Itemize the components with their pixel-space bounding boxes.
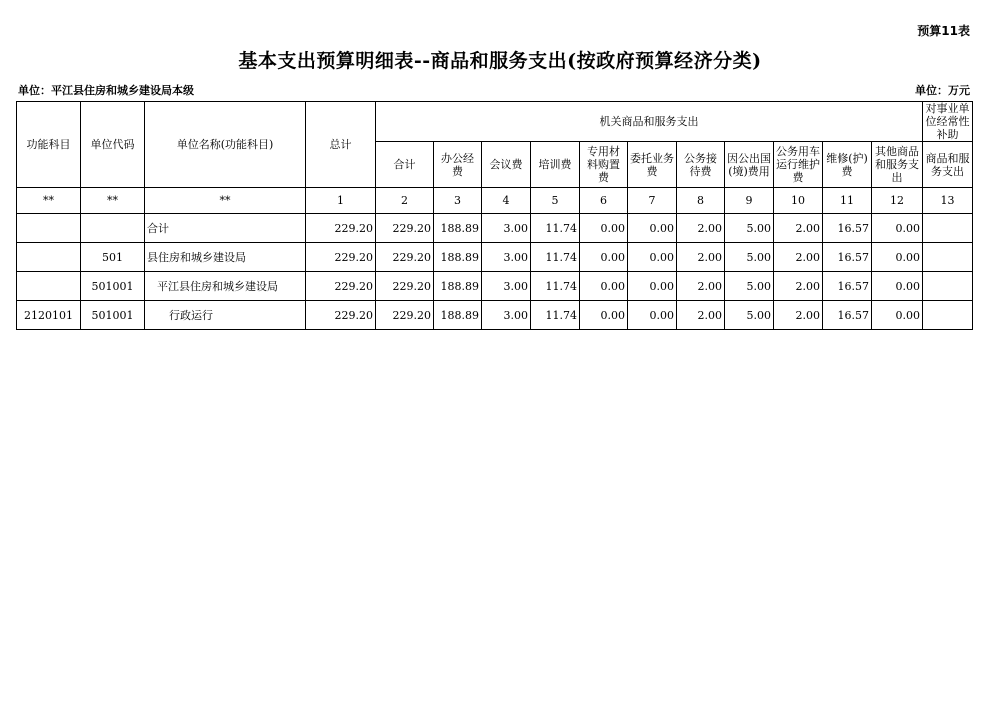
value-cell: 0.00 bbox=[628, 301, 677, 330]
value-cell: 188.89 bbox=[434, 243, 482, 272]
value-cell: 11.74 bbox=[531, 272, 580, 301]
value-cell: 0.00 bbox=[872, 243, 923, 272]
value-cell: 188.89 bbox=[434, 214, 482, 243]
unit-code-cell bbox=[81, 214, 145, 243]
total-cell: 229.20 bbox=[306, 301, 376, 330]
header-reception: 公务接待费 bbox=[677, 142, 725, 188]
header-subsidy: 对事业单位经常性补助 bbox=[923, 102, 973, 142]
value-cell bbox=[923, 243, 973, 272]
header-unit-code: 单位代码 bbox=[81, 102, 145, 188]
unit-label: 单位：平江县住房和城乡建设局本级 bbox=[18, 84, 194, 97]
index-cell: 12 bbox=[872, 188, 923, 214]
header-office: 办公经费 bbox=[434, 142, 482, 188]
index-cell: ** bbox=[17, 188, 81, 214]
header-org-goods-services: 机关商品和服务支出 bbox=[376, 102, 923, 142]
value-cell: 3.00 bbox=[482, 243, 531, 272]
index-cell: 8 bbox=[677, 188, 725, 214]
index-row bbox=[17, 188, 973, 214]
table-row bbox=[17, 243, 973, 272]
value-cell: 11.74 bbox=[531, 301, 580, 330]
value-cell: 229.20 bbox=[376, 243, 434, 272]
index-cell: 9 bbox=[725, 188, 774, 214]
page-title: 基本支出预算明细表--商品和服务支出(按政府预算经济分类) bbox=[238, 50, 762, 72]
func-code-cell: 2120101 bbox=[17, 301, 81, 330]
value-cell: 0.00 bbox=[872, 272, 923, 301]
value-cell: 229.20 bbox=[376, 214, 434, 243]
table-row bbox=[17, 272, 973, 301]
value-cell: 16.57 bbox=[823, 243, 872, 272]
unit-code-cell: 501 bbox=[81, 243, 145, 272]
index-cell: ** bbox=[81, 188, 145, 214]
value-cell: 3.00 bbox=[482, 272, 531, 301]
value-cell: 2.00 bbox=[677, 272, 725, 301]
unit-code-cell: 501001 bbox=[81, 272, 145, 301]
header-maintenance: 维修(护)费 bbox=[823, 142, 872, 188]
index-cell: ** bbox=[145, 188, 306, 214]
index-cell: 5 bbox=[531, 188, 580, 214]
value-cell: 2.00 bbox=[774, 301, 823, 330]
value-cell: 16.57 bbox=[823, 214, 872, 243]
value-cell bbox=[923, 272, 973, 301]
value-cell: 5.00 bbox=[725, 272, 774, 301]
value-cell: 2.00 bbox=[677, 243, 725, 272]
func-code-cell bbox=[17, 272, 81, 301]
value-cell: 0.00 bbox=[580, 243, 628, 272]
header-func-code: 功能科目 bbox=[17, 102, 81, 188]
header-sub-total: 合计 bbox=[376, 142, 434, 188]
unit-name-cell: 平江县住房和城乡建设局 bbox=[145, 272, 306, 301]
value-cell: 0.00 bbox=[872, 301, 923, 330]
header-vehicle: 公务用车运行维护费 bbox=[774, 142, 823, 188]
value-cell: 0.00 bbox=[628, 214, 677, 243]
value-cell: 2.00 bbox=[677, 214, 725, 243]
table-number: 预算11表 bbox=[917, 24, 970, 38]
value-cell: 3.00 bbox=[482, 301, 531, 330]
header-total: 总计 bbox=[306, 102, 376, 188]
header-meeting: 会议费 bbox=[482, 142, 531, 188]
value-cell: 0.00 bbox=[872, 214, 923, 243]
value-cell: 0.00 bbox=[628, 243, 677, 272]
index-cell: 3 bbox=[434, 188, 482, 214]
value-cell: 11.74 bbox=[531, 243, 580, 272]
budget-table bbox=[16, 101, 973, 330]
value-cell: 0.00 bbox=[580, 272, 628, 301]
func-code-cell bbox=[17, 243, 81, 272]
index-cell: 10 bbox=[774, 188, 823, 214]
value-cell: 2.00 bbox=[774, 214, 823, 243]
header-materials: 专用材料购置费 bbox=[580, 142, 628, 188]
value-cell: 2.00 bbox=[774, 243, 823, 272]
value-cell: 11.74 bbox=[531, 214, 580, 243]
index-cell: 2 bbox=[376, 188, 434, 214]
table-row bbox=[17, 214, 973, 243]
index-cell: 11 bbox=[823, 188, 872, 214]
header-entrusted: 委托业务费 bbox=[628, 142, 677, 188]
value-cell: 5.00 bbox=[725, 301, 774, 330]
table-row bbox=[17, 301, 973, 330]
value-cell: 5.00 bbox=[725, 243, 774, 272]
value-cell bbox=[923, 301, 973, 330]
header-subsidy-goods: 商品和服务支出 bbox=[923, 142, 973, 188]
index-cell: 6 bbox=[580, 188, 628, 214]
total-cell: 229.20 bbox=[306, 214, 376, 243]
unit-code-cell: 501001 bbox=[81, 301, 145, 330]
value-cell: 0.00 bbox=[580, 214, 628, 243]
value-cell: 16.57 bbox=[823, 301, 872, 330]
index-cell: 4 bbox=[482, 188, 531, 214]
value-cell: 2.00 bbox=[677, 301, 725, 330]
value-cell: 5.00 bbox=[725, 214, 774, 243]
header-unit-name: 单位名称(功能科目) bbox=[145, 102, 306, 188]
index-cell: 7 bbox=[628, 188, 677, 214]
unit-name-cell: 县住房和城乡建设局 bbox=[145, 243, 306, 272]
index-cell: 1 bbox=[306, 188, 376, 214]
value-cell: 0.00 bbox=[628, 272, 677, 301]
value-cell: 3.00 bbox=[482, 214, 531, 243]
value-cell: 0.00 bbox=[580, 301, 628, 330]
index-cell: 13 bbox=[923, 188, 973, 214]
header-training: 培训费 bbox=[531, 142, 580, 188]
func-code-cell bbox=[17, 214, 81, 243]
value-cell: 229.20 bbox=[376, 301, 434, 330]
value-cell: 188.89 bbox=[434, 301, 482, 330]
value-cell bbox=[923, 214, 973, 243]
value-cell: 16.57 bbox=[823, 272, 872, 301]
unit-name-cell: 合计 bbox=[145, 214, 306, 243]
value-cell: 2.00 bbox=[774, 272, 823, 301]
currency-unit-label: 单位：万元 bbox=[915, 84, 970, 97]
total-cell: 229.20 bbox=[306, 272, 376, 301]
value-cell: 188.89 bbox=[434, 272, 482, 301]
header-abroad: 因公出国(境)费用 bbox=[725, 142, 774, 188]
value-cell: 229.20 bbox=[376, 272, 434, 301]
unit-name-cell: 行政运行 bbox=[145, 301, 306, 330]
header-other: 其他商品和服务支出 bbox=[872, 142, 923, 188]
total-cell: 229.20 bbox=[306, 243, 376, 272]
